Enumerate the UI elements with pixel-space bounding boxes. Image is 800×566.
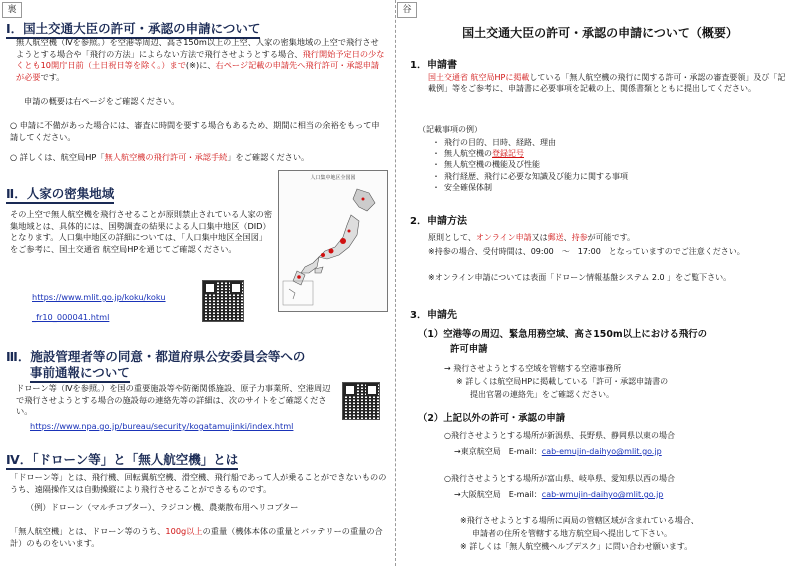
r-item-list — [432, 137, 628, 193]
r-airport-note-2: 提出官署の連絡先」をご確認ください。 — [470, 390, 614, 399]
map-title: 人口集中地区全国図 — [310, 175, 356, 181]
r-footnote-1: ※飛行させようとする場所に両局の管轄区域が含まれている場合、 — [460, 516, 699, 525]
r-east-condition: ○飛行させようとする場所が新潟県、長野県、静岡県以東の場合 — [444, 431, 675, 440]
r-note-online: ※オンライン申請については表面「ドローン情報基盤システム 2.0 」をご覧下さい。 — [428, 273, 732, 282]
left-column — [6, 0, 390, 566]
did-qr-code — [202, 280, 244, 322]
right-column — [404, 0, 796, 566]
section-1-summary: 申請の概要は右ページをご確認ください。 — [24, 96, 180, 106]
r-east-office: →東京航空局 E-mail：cab-emujin-daihyo@mlit.go.jp — [454, 447, 662, 456]
section-4-title: Ⅳ．「ドローン等」と「無人航空機」とは — [6, 450, 238, 470]
r-west-office: →大阪航空局 E-mail：cab-wmujin-daihyo@mlit.go.jp — [454, 490, 664, 499]
page-tag-left: 裏 — [2, 2, 22, 18]
osaka-email-link[interactable]: cab-wmujin-daihyo@mlit.go.jp — [541, 490, 664, 499]
section-4-uav-def: 「無人航空機」とは、ドローン等のうち、100g以上の重量（機体本体の重量とバッテリーの重量の合計）のものをいいます。 — [10, 526, 383, 548]
section-4-drone-def: 「ドローン等」とは、飛行機、回転翼航空機、滑空機、飛行船であって人が乗ることができないもののうち、遠隔操作又は自動操縦により飛行させることができるものです。 — [10, 472, 387, 494]
r-section-2-body: 原則として、オンライン申請又は郵送、持参が可能です。 — [428, 233, 635, 242]
r-footnote-2: 申請者の住所を管轄する地方航空局へ提出して下さい。 — [472, 529, 672, 538]
japan-map-icon — [279, 181, 387, 311]
list-item: ・ 無人航空機の機能及び性能 — [432, 159, 628, 170]
r-airport-office: → 飛行させようとする空域を管轄する空港事務所 — [444, 364, 622, 373]
right-page-title: 国土交通大臣の許可・承認の申請について（概要） — [462, 26, 738, 40]
r-section-1-heading: 1．申請書 — [410, 60, 457, 71]
section-3-title-1: Ⅲ．施設管理者等の同意・都道府県公安委員会等への — [6, 349, 306, 364]
tokyo-email-link[interactable]: cab-emujin-daihyo@mlit.go.jp — [541, 447, 662, 456]
r-west-condition: ○飛行させようとする場所が富山県、岐阜県、愛知県以西の場合 — [444, 474, 675, 483]
npa-qr-code — [342, 382, 380, 420]
npa-link[interactable]: https://www.npa.go.jp/bureau/security/kogatamujinki/index.html — [30, 421, 294, 431]
section-2-title: Ⅱ．人家の密集地域 — [6, 184, 114, 204]
r-sub-1-line-1: （1）空港等の周辺、緊急用務空域、高さ150m以上における飛行の — [418, 329, 707, 340]
list-item: ・ 飛行の目的、日時、経路、理由 — [432, 137, 628, 148]
did-link-2[interactable]: _fr10_000041.html — [32, 312, 110, 322]
section-3-body: ドローン等（Ⅳを参照。）を国の重要施設等や防衛関係施設、原子力事業所、空港周辺で飛行させようとする場合の施設毎の連絡先等の詳細は、次のサイトをご確認ください。 — [16, 383, 331, 417]
column-divider — [395, 0, 396, 566]
section-3-title-2: 事前通報について — [30, 363, 130, 383]
r-note-hours: ※持参の場合、受付時間は、09:00 ～ 17:00 となっていますのでご注意ください。 — [428, 247, 745, 256]
list-item: ・ 飛行経歴、飛行に必要な知識及び能力に関する事項 — [432, 171, 628, 182]
r-section-1-body: 国土交通省 航空局HPに掲載している「無人航空機の飛行に関する許可・承認の審査要領」及び「記載例」等をご参考に、申請書に必要事項を記載の上、関係書類とともに提出してください。 — [428, 73, 786, 94]
section-1-body: 無人航空機（Ⅳを参照。）を空港等周辺、高さ150m以上の上空、人家の密集地域の上空で飛行させようとする場合や「飛行の方法」によらない方法で飛行させようとする場合、飛行開始予定日の少なくとも10開庁日前（土日祝日等を除く。）まで(※)に、右ページ記載の申請先へ飛行許可・承認申請が必要です。 — [16, 37, 385, 82]
r-airport-note-1: ※ 詳しくは航空局HPに掲載している「許可・承認申請書の — [456, 377, 669, 386]
list-item: ・ 無人航空機の登録記号 — [432, 148, 628, 159]
section-1-title: Ⅰ．国土交通大臣の許可・承認の申請について — [6, 19, 260, 39]
r-sub-2: （2）上記以外の許可・承認の申請 — [418, 413, 566, 424]
r-footnote-3: ※ 詳しくは「無人航空機ヘルプデスク」に問い合わせ願います。 — [460, 542, 693, 551]
section-2-body: その上空で無人航空機を飛行させることが原則禁止されている人家の密集地域とは、具体的には、国勢調査の結果による人口集中地区（DID）となります。人口集中地区の詳細については、「人口集中地区全国図」をご参考に、国土交通省 航空局HPを通じてご確認ください。 — [10, 209, 273, 254]
did-link-1[interactable]: https://www.mlit.go.jp/koku/koku — [32, 292, 166, 302]
did-map — [278, 170, 388, 312]
note-details: ○ 詳しくは、航空局HP「無人航空機の飛行許可・承認手続」をご確認ください。 — [10, 152, 310, 162]
section-4-example: （例）ドローン（マルチコプター）、ラジコン機、農薬散布用ヘリコプター — [26, 502, 299, 512]
r-section-3-heading: 3．申請先 — [410, 310, 457, 321]
note-incomplete: ○ 申請に不備があった場合には、審査に時間を要する場合もあるため、期間に相当の余裕をもって申請してください。 — [10, 120, 380, 142]
r-sub-1-line-2: 許可申請 — [450, 344, 488, 355]
r-list-head: （記載事項の例） — [418, 125, 482, 134]
r-section-2-heading: 2．申請方法 — [410, 216, 467, 227]
page-tag-right: 谷 — [397, 2, 417, 18]
list-item: ・ 安全確保体制 — [432, 182, 628, 193]
